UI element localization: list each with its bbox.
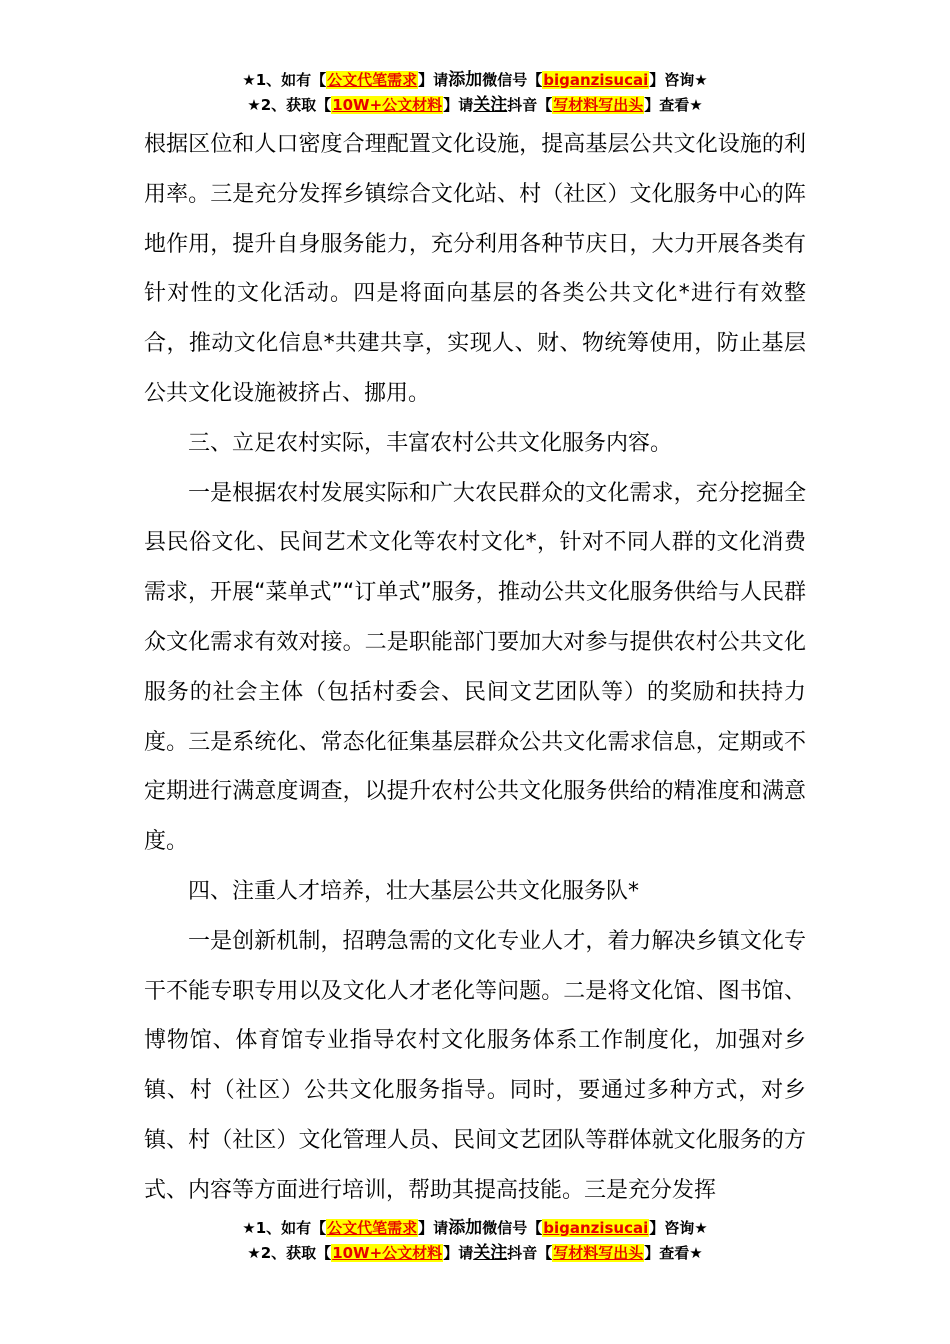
banner-suffix: 】查看★	[644, 1244, 703, 1262]
banner-wechat-id: biganzisucai	[543, 71, 649, 89]
banner-highlight: 公文代笔需求	[327, 71, 418, 89]
bottom-banner	[0, 1216, 950, 1266]
banner-line-2	[0, 1241, 950, 1266]
paragraph: 一是根据农村发展实际和广大农民群众的文化需求，充分挖掘全县民俗文化、民间艺术文化等农村文化*，针对不同人群的文化消费需求，开展“菜单式”“订单式”服务，推动公共文化服务供给与人民群众文化需求有效对接。二是职能部门要加大对参与提供农村公共文化服务的社会主体（包括村委会、民间文艺团队等）的奖励和扶持力度。三是系统化、常态化征集基层群众公共文化需求信息，定期或不定期进行满意度调查，以提升农村公共文化服务供给的精准度和满意度。	[144, 480, 806, 855]
paragraph: 一是创新机制，招聘急需的文化专业人才，着力解决乡镇文化专干不能专职专用以及文化人才老化等问题。二是将文化馆、图书馆、博物馆、体育馆专业指导农村文化服务体系工作制度化，加强对乡镇、村（社区）公共文化服务指导。同时，要通过多种方式，对乡镇、村（社区）文化管理人员、民间文艺团队等群体就文化服务的方式、内容等方面进行培训，帮助其提高技能。三是充分发挥	[144, 928, 806, 1203]
section-heading-3: 三、立足农村实际，丰富农村公共文化服务内容。	[188, 430, 673, 456]
banner-prefix: ★2、获取【	[247, 96, 332, 114]
banner-emphasis: 关注	[473, 1243, 508, 1263]
banner-text: 】请	[443, 96, 474, 114]
banner-line-1	[0, 68, 950, 93]
banner-line-2	[0, 93, 950, 118]
banner-text: 】请	[443, 1244, 474, 1262]
top-banner	[0, 68, 950, 118]
banner-douyin-id: 写材料写出头	[553, 1244, 644, 1262]
banner-emphasis: 关注	[473, 95, 508, 115]
banner-emphasis: 添加	[448, 70, 483, 90]
banner-highlight: 10W+公文材料	[332, 1244, 443, 1262]
section-heading-4: 四、注重人才培养，壮大基层公共文化服务队*	[188, 878, 640, 904]
banner-text: 微信号【	[482, 1219, 543, 1237]
banner-prefix: ★2、获取【	[247, 1244, 332, 1262]
banner-text: 抖音【	[507, 96, 553, 114]
banner-douyin-id: 写材料写出头	[553, 96, 644, 114]
paragraph-continued: 根据区位和人口密度合理配置文化设施，提高基层公共文化设施的利用率。三是充分发挥乡镇综合文化站、村（社区）文化服务中心的阵地作用，提升自身服务能力，充分利用各种节庆日，大力开展各类有针对性的文化活动。四是将面向基层的各类公共文化*进行有效整合，推动文化信息*共建共享，实现人、财、物统筹使用，防止基层公共文化设施被挤占、挪用。	[144, 132, 806, 406]
banner-text: 微信号【	[482, 71, 543, 89]
banner-prefix: ★1、如有【	[242, 1219, 327, 1237]
banner-prefix: ★1、如有【	[242, 71, 327, 89]
banner-line-1	[0, 1216, 950, 1241]
banner-wechat-id: biganzisucai	[543, 1219, 649, 1237]
banner-suffix: 】咨询★	[649, 71, 708, 89]
banner-text: 抖音【	[507, 1244, 553, 1262]
banner-suffix: 】查看★	[644, 96, 703, 114]
banner-text: 】请	[418, 71, 449, 89]
banner-emphasis: 添加	[448, 1218, 483, 1238]
document-body	[144, 120, 806, 1216]
banner-suffix: 】咨询★	[649, 1219, 708, 1237]
banner-highlight: 公文代笔需求	[327, 1219, 418, 1237]
banner-highlight: 10W+公文材料	[332, 96, 443, 114]
banner-text: 】请	[418, 1219, 449, 1237]
